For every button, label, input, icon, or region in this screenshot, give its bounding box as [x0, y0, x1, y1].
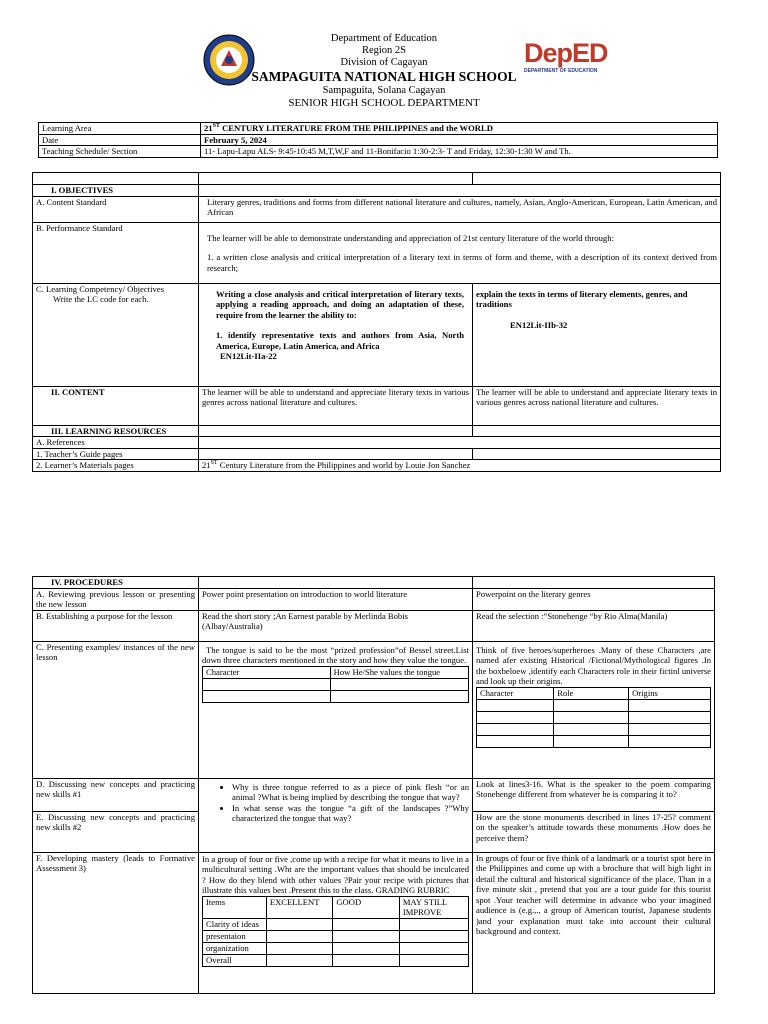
- competency-left-code: EN12Lit-IIa-22: [220, 351, 277, 361]
- procedure-c-right: [473, 641, 715, 778]
- rubric-row-label: presentaion: [203, 930, 267, 942]
- lm-num: 21: [202, 460, 211, 470]
- procedure-c-label: C. Presenting examples/ instances of the new lesson: [33, 641, 199, 778]
- rubric-excellent-header: EXCELLENT: [266, 896, 333, 918]
- procedure-de-left: [199, 778, 473, 852]
- procedure-f-left-text: In a group of four or five ,come up with a recipe for what it means to live in a multicultural setting .Wht are the important values that should be inculcated ? How do they blend with other values ?Pair your recipe with pictures that illustrate this values best .Present this to the class. GRADING RUBRIC: [202, 853, 469, 895]
- hero-origins-header: Origins: [629, 687, 711, 699]
- table-row: [203, 678, 469, 690]
- table-row: [477, 711, 711, 723]
- performance-standard-label: B. Performance Standard: [33, 222, 199, 283]
- content-standard-label: A. Content Standard: [33, 196, 199, 222]
- procedure-b-right: Read the selection :”Stonehenge “by Rio Alma(Manila): [473, 610, 715, 641]
- table-row: [33, 185, 721, 197]
- learners-materials-label: 2. Learner’s Materials pages: [33, 460, 199, 472]
- rubric-row-label: Clarity of ideas: [203, 918, 267, 930]
- performance-standard-text-1: The learner will be able to demonstrate understanding and appreciation of 21st century literature of the world through:: [207, 232, 614, 243]
- deped-logo-subtext: DEPARTMENT OF EDUCATION: [524, 68, 598, 74]
- date-label: Date: [39, 134, 201, 146]
- learners-materials-value: [199, 460, 721, 472]
- department-line: Department of Education: [330, 33, 438, 44]
- heroes-table: [476, 687, 711, 748]
- table-row: [33, 196, 721, 222]
- list-item: • In what sense was the tongue “a gift of the landscapes ?”Why characterized the tongue that way?: [232, 803, 469, 824]
- learning-area-value: [201, 123, 718, 135]
- learning-area-num: 21: [204, 123, 213, 133]
- table-row: [39, 134, 718, 146]
- letterhead: [0, 33, 768, 110]
- table-row: [203, 942, 469, 954]
- lesson-info-table: [38, 122, 718, 158]
- table-row: [33, 778, 715, 811]
- table-row: [33, 173, 721, 185]
- learning-area-label: Learning Area: [39, 123, 201, 135]
- table-row: [477, 735, 711, 747]
- table-row: [33, 588, 715, 610]
- table-row: [33, 852, 715, 993]
- school-name: SAMPAGUITA NATIONAL HIGH SCHOOL: [251, 69, 517, 84]
- table-row: [203, 690, 469, 702]
- table-row: [33, 222, 721, 283]
- table-row: [33, 460, 721, 472]
- school-address: Sampaguita, Solana Cagayan: [322, 85, 446, 96]
- date-value: February 5, 2024: [201, 134, 718, 146]
- table-row: [203, 896, 469, 918]
- rubric-row-label: Overall: [203, 954, 267, 966]
- procedure-a-label: A. Reviewing previous lesson or presenting the new lesson: [33, 588, 199, 610]
- competency-left-1: Writing a close analysis and critical interpretation of literary texts, applying a reading approach, and doing an adaptation of these, require from the learner the ability to:: [216, 288, 464, 320]
- objectives-table: [32, 172, 721, 472]
- rubric-good-header: GOOD: [333, 896, 400, 918]
- procedure-f-label: F. Developing mastery (leads to Formative Assessment 3): [33, 852, 199, 993]
- objectives-heading: I. OBJECTIVES: [33, 185, 199, 197]
- procedure-d-right: Look at lines3-16. What is the speaker to the poem comparing Stonehenge different from whatever he is comparing it to?: [473, 778, 715, 811]
- table-row: [33, 641, 715, 778]
- procedure-e-right: How are the stone monuments described in lines 17-25? comment on the speaker’s attitude towards these monuments .How does he perceive them?: [473, 811, 715, 852]
- learning-area-text: CENTURY LITERATURE FROM THE PHILIPPINES and the WORLD: [219, 123, 493, 133]
- teachers-guide-label: 1. Teacher’s Guide pages: [33, 448, 199, 460]
- table-row: [33, 425, 721, 437]
- procedure-c-left: [199, 641, 473, 778]
- procedure-c-left-text: The tongue is said to be the most “prized profession”of Bessel street.List down three characters mentioned in the story and how they value the tongue.: [202, 644, 469, 665]
- procedure-d-label: D. Discussing new concepts and practicing new skills #1: [33, 778, 199, 811]
- table-row: [477, 723, 711, 735]
- competency-label-1: C. Learning Competency/ Objectives: [36, 283, 164, 294]
- hero-character-header: Character: [477, 687, 554, 699]
- competency-label-2: Write the LC code for each.: [53, 294, 149, 304]
- resources-heading: III. LEARNING RESOURCES: [33, 425, 199, 437]
- hero-role-header: Role: [554, 687, 629, 699]
- schedule-value: 11- Lapu-Lapu ALS- 9:45-10:45 M,T,W,F and 11-Bonifacio 1:30-2:3- T and Friday, 12:30-1:30 W and Th.: [201, 146, 718, 158]
- competency-left: [199, 283, 473, 386]
- table-row: [203, 666, 469, 678]
- procedure-b-left: Read the short story ;An Earnest parable by Merlinda Bobis (Albay/Australia): [199, 610, 473, 641]
- competency-right-1: explain the texts in terms of literary elements, genres, and traditions: [476, 288, 688, 309]
- table-row: [33, 386, 721, 425]
- region-line: Region 2S: [361, 45, 407, 56]
- rubric-items-header: Items: [203, 896, 267, 918]
- table-row: [203, 918, 469, 930]
- table-row: [203, 954, 469, 966]
- discussion-questions: [202, 782, 469, 824]
- table-row: [477, 699, 711, 711]
- content-left: The learner will be able to understand and appreciate literary texts in various genres across national literature and cultures.: [199, 386, 473, 425]
- content-heading: II. CONTENT: [33, 386, 199, 425]
- table-row: [33, 437, 721, 449]
- table-row: [33, 577, 715, 589]
- schedule-label: Teaching Schedule/ Section: [39, 146, 201, 158]
- shs-department: SENIOR HIGH SCHOOL DEPARTMENT: [288, 97, 480, 109]
- procedures-heading: IV. PROCEDURES: [33, 577, 199, 589]
- table-row: [33, 283, 721, 386]
- procedure-e-label: E. Discussing new concepts and practicing new skills #2: [33, 811, 199, 852]
- procedure-a-right: Powerpoint on the literary genres: [473, 588, 715, 610]
- rubric-row-label: organization: [203, 942, 267, 954]
- deped-logo-text: DepED: [524, 38, 608, 68]
- content-right: The learner will be able to understand and appreciate literary texts in various genres across national literature and cultures.: [473, 386, 721, 425]
- table-row: [39, 123, 718, 135]
- competency-right: [473, 283, 721, 386]
- competency-left-2: 1. identify representative texts and authors from Asia, North America, Europe, Latin America, and Africa: [216, 330, 464, 351]
- table-row: [33, 610, 715, 641]
- procedure-c-right-text: Think of five heroes/superheroes .Many of these Characters ,are named afer existing Historical /Fictional/Mythological figures .In the boxbeloew ,identify each Characters role in their fictinl universe and look up their origins.: [476, 644, 711, 686]
- procedure-b-label: B. Establishing a purpose for the lesson: [33, 610, 199, 641]
- rubric-improve-header: MAY STILL IMPROVE: [399, 896, 468, 918]
- performance-standard-cell: [199, 222, 721, 283]
- competency-right-code: EN12Lit-IIb-32: [510, 319, 568, 330]
- procedures-table: [32, 576, 715, 994]
- school-seal-icon: [203, 34, 255, 86]
- table-row: [477, 687, 711, 699]
- table-row: [39, 146, 718, 158]
- division-line: Division of Cagayan: [340, 57, 428, 68]
- lm-sup: ST: [210, 460, 218, 467]
- grading-rubric-table: [202, 896, 469, 967]
- procedure-a-left: Power point presentation on introduction to world literature: [199, 588, 473, 610]
- lm-text: Century Literature from the Philippines and world by Louie Jon Sanchez: [217, 460, 471, 470]
- learning-area-sup: ST: [212, 123, 220, 130]
- table-row: [33, 448, 721, 460]
- deped-logo: [524, 38, 608, 82]
- references-label: A. References: [33, 437, 199, 449]
- character-col-header: Character: [203, 666, 331, 678]
- procedure-f-left: [199, 852, 473, 993]
- content-standard-text: Literary genres, traditions and forms from different national literature and cultures, namely, Asian, Anglo-American, European, Latin American, and African: [199, 196, 721, 222]
- table-row: [203, 930, 469, 942]
- competency-label: [33, 283, 199, 386]
- values-col-header: How He/She values the tongue: [330, 666, 468, 678]
- list-item: • Why is three tongue referred to as a piece of pink flesh “or an animal ?What is being implied by describing the tongue that way?: [232, 782, 469, 803]
- character-table: [202, 666, 469, 703]
- procedure-f-right: In groups of four or five think of a landmark or a tourist spot here in the Philippines and come up with a brochure that will high light in detail the cultural and historical significance of the place. Than in a five minute skit , pretend that you are a tour guide for this tourist spot .Your teacher will determine in advance who your imagined audience is (e.g.,., a group of American tourist, Japanese students )and your explanation must take into account their cultural background and context.: [473, 852, 715, 993]
- performance-standard-text-2: 1. a written close analysis and critical interpretation of a literary text in terms of form and theme, with a description of its context derived from research;: [207, 252, 717, 273]
